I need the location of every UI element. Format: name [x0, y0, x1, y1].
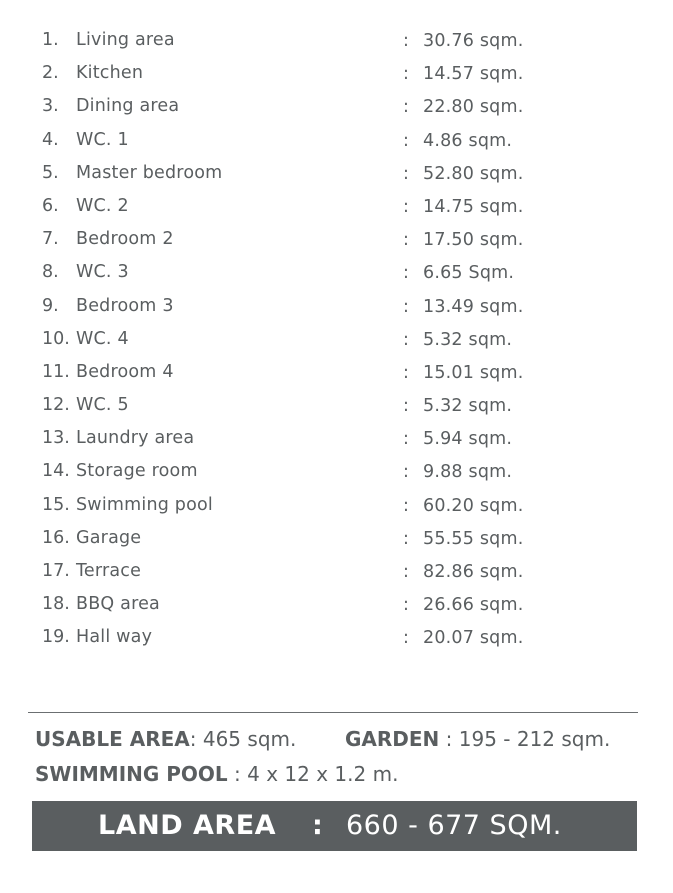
room-row: [0, 256, 673, 289]
room-row: [0, 356, 673, 389]
room-separator: :: [403, 495, 409, 516]
room-name: Living area: [76, 30, 175, 50]
room-row: [0, 455, 673, 488]
room-row: [0, 124, 673, 157]
room-separator: :: [403, 163, 409, 184]
room-area: 15.01 sqm.: [423, 362, 524, 383]
room-number: 8.: [42, 262, 59, 283]
room-name: Terrace: [76, 561, 142, 581]
room-name: Garage: [76, 527, 142, 548]
room-separator: :: [403, 64, 409, 85]
room-area: 22.80 sqm.: [423, 97, 524, 118]
room-separator: :: [403, 130, 409, 151]
room-row: [0, 290, 673, 323]
room-separator: :: [403, 97, 409, 118]
room-area: 30.76 sqm.: [423, 31, 524, 51]
garden-area-summary: [345, 727, 610, 751]
swimming-pool-value: : 4 x 12 x 1.2 m.: [227, 762, 399, 786]
room-number: 1.: [42, 30, 59, 50]
room-name: Master bedroom: [76, 162, 223, 183]
room-row: [0, 157, 673, 190]
room-area: 52.80 sqm.: [423, 163, 524, 184]
room-area: 14.57 sqm.: [423, 64, 524, 85]
room-area: 5.32 sqm.: [423, 396, 513, 417]
room-separator: :: [403, 396, 409, 417]
room-name: WC. 5: [76, 395, 129, 416]
room-row: [0, 24, 673, 57]
room-row: [0, 621, 673, 654]
room-separator: :: [403, 296, 409, 317]
garden-area-value: : 195 - 212 sqm.: [439, 727, 611, 751]
room-area: 26.66 sqm.: [423, 595, 524, 616]
room-number: 7.: [42, 229, 59, 250]
room-separator: :: [403, 196, 409, 217]
section-divider: [28, 712, 638, 713]
room-row: [0, 588, 673, 621]
room-separator: :: [403, 31, 409, 51]
room-name: Bedroom 3: [76, 295, 174, 316]
room-area: 5.94 sqm.: [423, 429, 513, 450]
room-area: 9.88 sqm.: [423, 462, 513, 483]
room-number: 3.: [42, 96, 59, 117]
room-number: 15.: [42, 494, 70, 515]
land-area-banner: [32, 801, 637, 851]
room-row: [0, 323, 673, 356]
room-area: 6.65 Sqm.: [423, 263, 515, 284]
room-row: [0, 555, 673, 588]
room-separator: :: [403, 595, 409, 616]
room-number: 11.: [42, 361, 70, 382]
room-row: [0, 90, 673, 123]
room-area: 17.50 sqm.: [423, 230, 524, 251]
room-number: 6.: [42, 195, 59, 216]
room-name: Hall way: [76, 627, 153, 648]
room-name: WC. 3: [76, 262, 129, 283]
room-row: [0, 389, 673, 422]
room-area: 13.49 sqm.: [423, 296, 524, 317]
room-area: 14.75 sqm.: [423, 196, 524, 217]
room-name: Kitchen: [76, 63, 144, 84]
room-number: 18.: [42, 594, 70, 615]
room-name: Laundry area: [76, 428, 195, 449]
room-row: [0, 57, 673, 90]
room-number: 14.: [42, 461, 70, 482]
room-number: 5.: [42, 162, 59, 183]
room-row: [0, 489, 673, 522]
room-row: [0, 522, 673, 555]
room-number: 12.: [42, 395, 70, 416]
usable-area-summary: [35, 727, 296, 751]
room-number: 17.: [42, 561, 70, 581]
room-number: 13.: [42, 428, 70, 449]
land-area-value: 660 - 677 SQM.: [346, 810, 562, 841]
room-name: Bedroom 4: [76, 361, 174, 382]
usable-area-label: USABLE AREA: [35, 727, 190, 751]
room-area: 55.55 sqm.: [423, 528, 524, 549]
swimming-pool-summary: [35, 762, 398, 786]
garden-area-label: GARDEN: [345, 727, 440, 751]
room-separator: :: [403, 329, 409, 350]
room-number: 2.: [42, 63, 59, 84]
room-number: 4.: [42, 129, 59, 150]
room-number: 9.: [42, 295, 59, 316]
room-name: BBQ area: [76, 594, 160, 615]
room-separator: :: [403, 263, 409, 284]
room-name: Bedroom 2: [76, 229, 174, 250]
usable-area-value: : 465 sqm.: [189, 727, 297, 751]
room-separator: :: [403, 562, 409, 582]
room-area: 20.07 sqm.: [423, 628, 524, 649]
room-number: 16.: [42, 527, 70, 548]
land-area-label: LAND AREA: [98, 810, 277, 841]
room-separator: :: [403, 628, 409, 649]
room-area: 60.20 sqm.: [423, 495, 524, 516]
room-separator: :: [403, 362, 409, 383]
room-name: Swimming pool: [76, 494, 213, 515]
room-row: [0, 422, 673, 455]
room-row: [0, 223, 673, 256]
room-area-list: [0, 24, 673, 655]
room-name: WC. 4: [76, 328, 129, 349]
room-name: WC. 2: [76, 195, 129, 216]
room-separator: :: [403, 230, 409, 251]
room-area: 5.32 sqm.: [423, 329, 513, 350]
room-separator: :: [403, 462, 409, 483]
room-separator: :: [403, 528, 409, 549]
room-row: [0, 190, 673, 223]
land-area-separator: :: [312, 810, 323, 841]
room-name: Dining area: [76, 96, 180, 117]
swimming-pool-label: SWIMMING POOL: [35, 762, 228, 786]
room-number: 10.: [42, 328, 70, 349]
room-number: 19.: [42, 627, 70, 648]
room-name: WC. 1: [76, 129, 129, 150]
room-area: 4.86 sqm.: [423, 130, 513, 151]
room-name: Storage room: [76, 461, 198, 482]
room-area: 82.86 sqm.: [423, 562, 524, 582]
room-separator: :: [403, 429, 409, 450]
